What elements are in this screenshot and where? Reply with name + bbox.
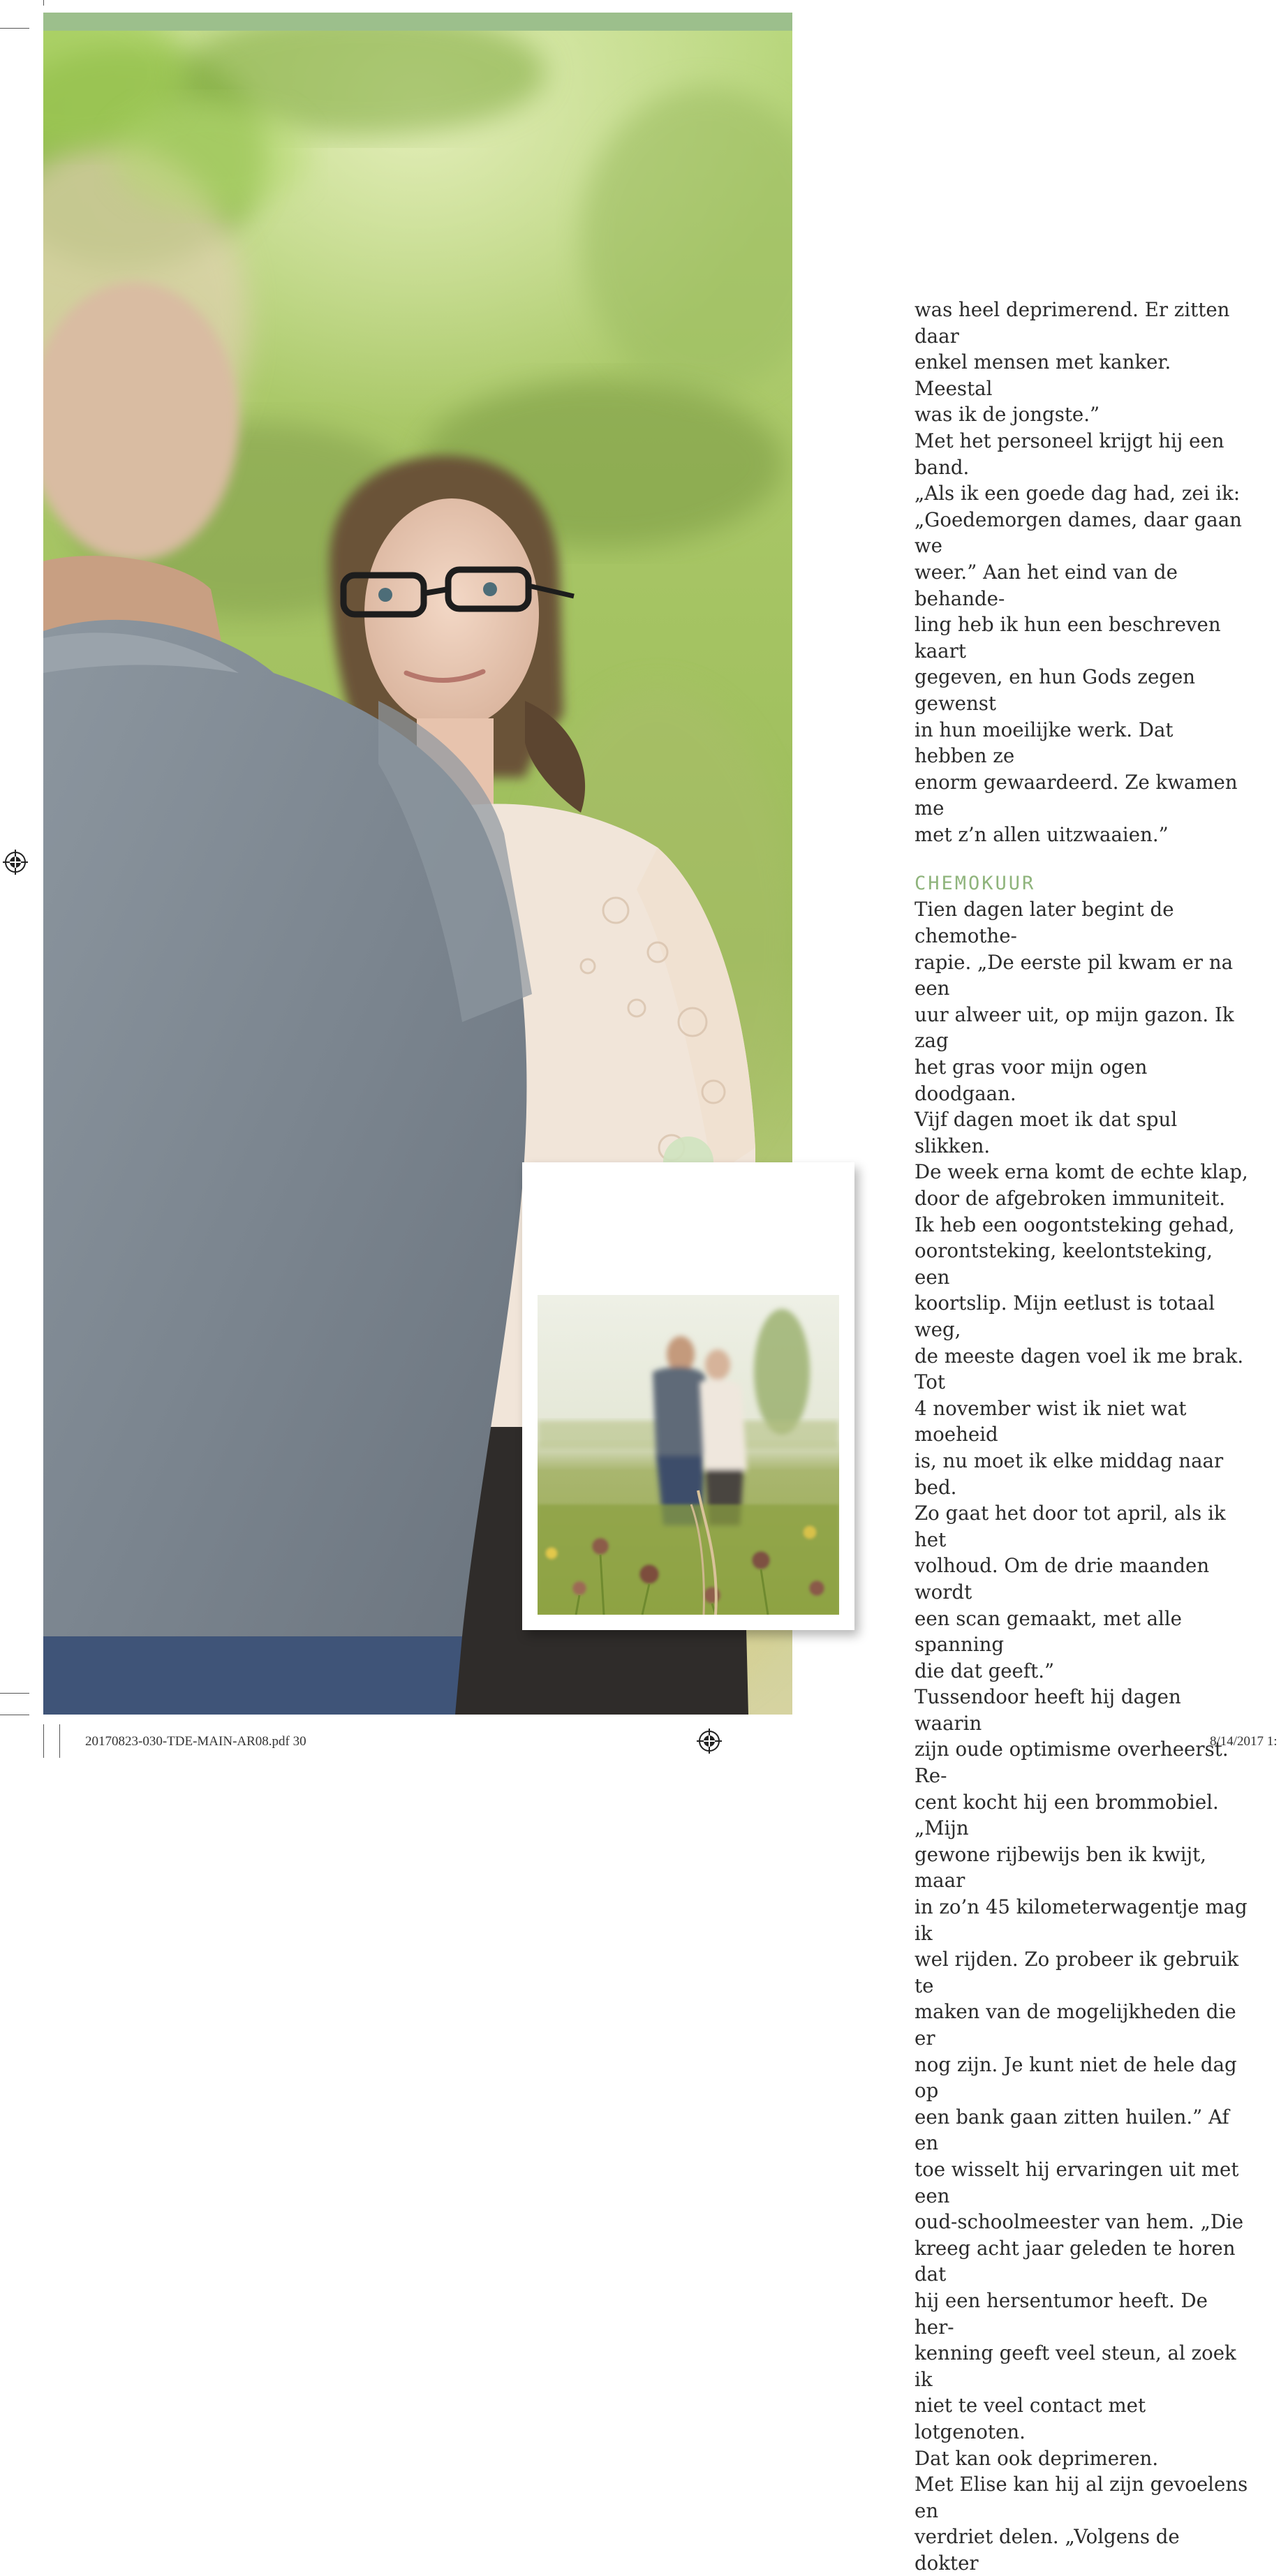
inset-couple-photo bbox=[538, 1295, 839, 1615]
registration-mark-icon bbox=[0, 847, 31, 878]
crop-mark-bottom-left-v2 bbox=[59, 1724, 60, 1758]
photo-top-band bbox=[43, 13, 792, 31]
article-paragraph: Tien dagen later begint de chemothe- rapie. „De eerste pil kwam er na een uur alweer uit, op mijn gazon. Ik zag het gras voor mijn ogen doodgaan. Vijf dagen moet ik dat spul slikken. De week erna komt de echte klap, door de afgebroken immuniteit. bbox=[915, 898, 1248, 1210]
article-paragraph: Tussendoor heeft hij dagen waarin zijn oude optimisme overheerst. Re- cent kocht hij een brommobiel. „Mijn gewone rijbewijs ben ik kwijt, maar in zo’n 45 kilometerwagentje mag ik wel rijden. Zo probeer ik gebruik te maken van de mogelijkheden die er nog zijn. Je kunt niet de hele dag op een bank gaan zitten huilen.” Af en toe wisselt hij ervaringen uit met een oud-schoolmeester van hem. „Die kreeg acht jaar geleden te horen dat hij een hersentumor heeft. De her- kenning geeft veel steun, al zoek ik niet te veel contact met lotgenoten. Dat kan ook deprimeren. bbox=[915, 1685, 1248, 2470]
registration-mark-icon bbox=[694, 1726, 725, 1756]
footer-date: 8/14/2017 1: bbox=[1210, 1734, 1278, 1749]
article-paragraph: Ik heb een oogontsteking gehad, oorontsteking, keelontsteking, een koortslip. Mijn eetlust is totaal weg, de meeste dagen voel ik me brak. Tot 4 november wist ik niet wat moeheid is, nu moet ik elke middag naar bed. Zo gaat het door tot april, als ik het volhoud. Om de drie maanden wordt een scan gemaakt, met alle spanning die dat geeft.” bbox=[915, 1213, 1244, 1682]
footer-filename: 20170823-030-TDE-MAIN-AR08.pdf 30 bbox=[85, 1734, 306, 1749]
article-paragraph: was heel deprimerend. Er zitten daar enkel mensen met kanker. Meestal was ik de jongste.” bbox=[915, 298, 1230, 427]
article-paragraph: Met het personeel krijgt hij een band. „Als ik een goede dag had, zei ik: „Goedemorgen dames, daar gaan we weer.” Aan het eind van de behande- ling heb ik hun een beschreven kaart gegeven, en hun Gods zegen gewenst in hun moeilijke werk. Dat hebben ze enorm gewaardeerd. Ze kwamen me met z’n allen uitzwaaien.” bbox=[915, 429, 1242, 846]
crop-mark-bottom-left-h1 bbox=[0, 1693, 29, 1694]
article-paragraph: Met Elise kan hij al zijn gevoelens en verdriet delen. „Volgens de dokter bbox=[915, 2473, 1248, 2575]
crop-mark-bottom-left-v bbox=[43, 1724, 44, 1758]
crop-mark-top-left-v bbox=[43, 0, 44, 6]
inset-photo-frame bbox=[522, 1162, 854, 1630]
article-column bbox=[915, 297, 1250, 2576]
section-heading: CHEMOKUUR bbox=[915, 873, 1036, 895]
crop-mark-top-left-h bbox=[0, 28, 29, 29]
